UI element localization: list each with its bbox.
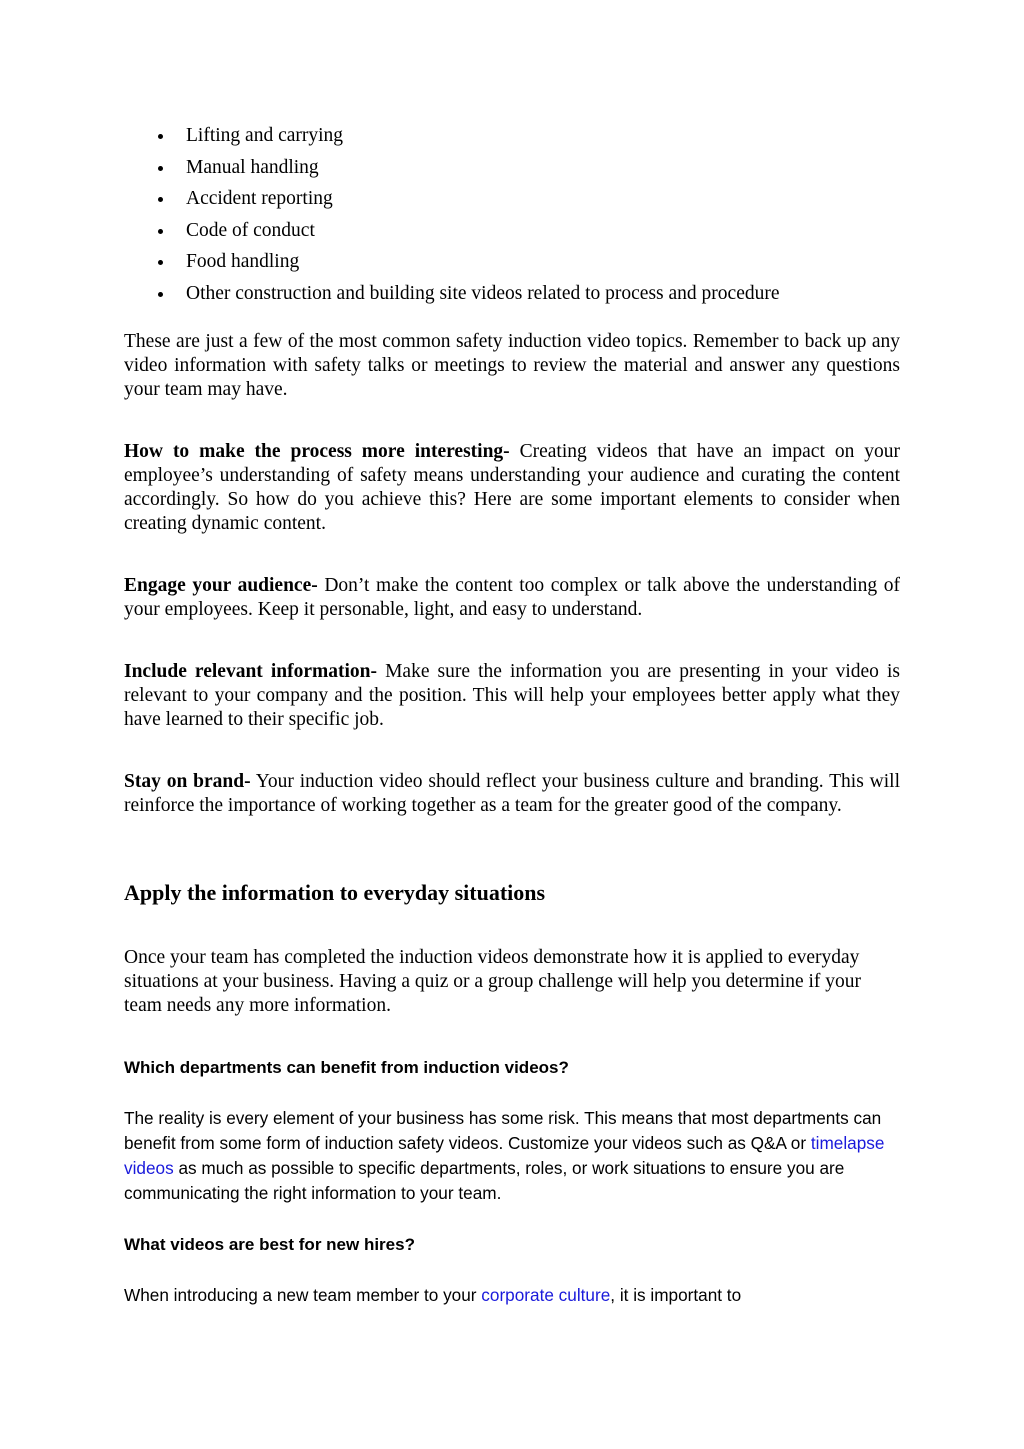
list-item-label: Code of conduct (186, 219, 315, 241)
section-heading: Apply the information to everyday situations (124, 880, 546, 905)
brand-text: Your induction video should reflect your business culture and branding. This will reinforce the importance of working together as a team for the greater good of the company. (124, 771, 900, 816)
intro-paragraph: These are just a few of the most common safety induction video topics. Remember to back up any video information with safety talks or meetings to review the material and answer any questions your team may have. (124, 331, 900, 400)
engage-text: Don’t make the content too complex or talk above the understanding of your employees. Keep it personable, light, and easy to understand. (124, 575, 900, 620)
engage-paragraph (124, 574, 900, 622)
new-hires-paragraph (124, 1283, 914, 1308)
list-item (124, 281, 900, 313)
process-paragraph (124, 440, 900, 536)
brand-lead: Stay on brand- (124, 771, 251, 792)
list-item-label: Food handling (186, 251, 300, 273)
list-item (124, 249, 900, 281)
bullet-icon (158, 197, 163, 202)
list-item-label: Other construction and building site videos related to process and procedure (186, 282, 780, 304)
topic-list (124, 123, 900, 313)
departments-text-after: as much as possible to specific departments, roles, or work situations to ensure you are communicating the right information to your team. (124, 1158, 845, 1203)
corporate-culture-link[interactable]: corporate culture (481, 1285, 611, 1305)
new-hires-text-after: , it is important to (610, 1285, 742, 1305)
relevant-text: Make sure the information you are presenting in your video is relevant to your company and the position. This will help your employees better apply what they have learned to their specific job. (124, 661, 900, 730)
brand-paragraph (124, 770, 900, 818)
departments-paragraph (124, 1106, 914, 1206)
relevant-paragraph (124, 660, 900, 732)
list-item (124, 155, 900, 187)
list-item (124, 123, 900, 155)
engage-lead: Engage your audience- (124, 575, 318, 596)
bullet-icon (158, 166, 163, 171)
bullet-icon (158, 134, 163, 139)
departments-text-before: The reality is every element of your business has some risk. This means that most departments can benefit from some form of induction safety videos. Customize your videos such as Q&A or (124, 1108, 882, 1153)
list-item (124, 186, 900, 218)
bullet-icon (158, 292, 163, 297)
new-hires-text-before: When introducing a new team member to your (124, 1285, 482, 1305)
list-item-label: Lifting and carrying (186, 125, 344, 146)
list-item-label: Manual handling (186, 156, 319, 178)
relevant-lead: Include relevant information- (124, 661, 378, 682)
bullet-icon (158, 260, 163, 265)
new-hires-heading: What videos are best for new hires? (124, 1235, 415, 1254)
list-item (124, 218, 900, 250)
process-lead: How to make the process more interesting- (124, 441, 510, 462)
bullet-icon (158, 229, 163, 234)
process-text: Creating videos that have an impact on your employee’s understanding of safety means understanding your audience and curating the content accordingly. So how do you achieve this? Here are some important elements to consider when creating dynamic content. (124, 441, 901, 534)
timelapse-videos-link[interactable]: timelapse videos (124, 1133, 885, 1178)
apply-paragraph: Once your team has completed the induction videos demonstrate how it is applied to everyday situations at your business. Having a quiz or a group challenge will help you determine if your team needs any more information. (124, 947, 862, 1016)
list-item-label: Accident reporting (186, 188, 333, 210)
departments-heading: Which departments can benefit from induction videos? (124, 1058, 569, 1077)
